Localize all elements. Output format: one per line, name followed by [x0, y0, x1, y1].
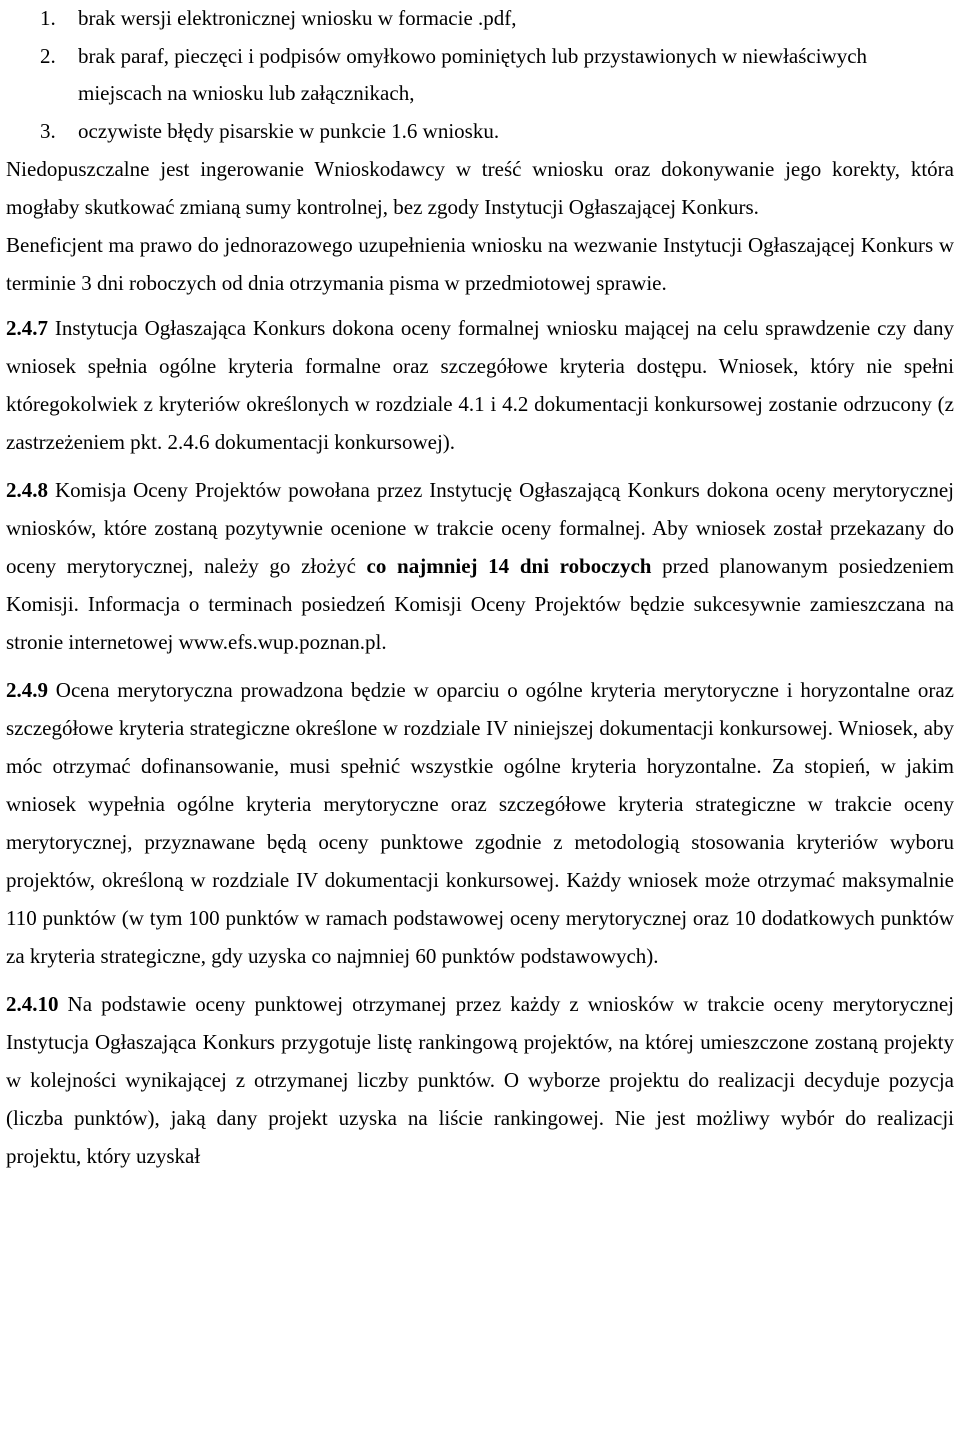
- section-text: Instytucja Ogłaszająca Konkurs dokona oceny formalnej wniosku mającej na celu sprawdzenie czy dany wniosek spełnia ogólne kryteria formalne oraz szczegółowe kryteria dostępu. Wniosek, który nie spełni któregokolwiek z kryteriów określonych w rozdziale 4.1 i 4.2 dokumentacji konkursowej zostanie odrzucony (z zastrzeżeniem pkt. 2.4.6 dokumentacji konkursowej).: [6, 316, 954, 454]
- section-2-4-9: [6, 671, 954, 975]
- section-text: Na podstawie oceny punktowej otrzymanej przez każdy z wniosków w trakcie oceny merytorycznej Instytucja Ogłaszająca Konkurs przygotuje listę rankingową projektów, na której umieszczone zostaną projekty w kolejności wynikającej z otrzymanej liczby punktów. O wyborze projektu do realizacji decyduje pozycja (liczba punktów), jaką dany projekt uzyska na liście rankingowej. Nie jest możliwy wybór do realizacji projektu, który uzyskał: [6, 992, 954, 1168]
- document-page: [6, 0, 954, 1175]
- list-item: [6, 113, 954, 151]
- paragraph-supplement-right: Beneficjent ma prawo do jednorazowego uzupełnienia wniosku na wezwanie Instytucji Ogłaszającej Konkurs w terminie 3 dni roboczych od dnia otrzymania pisma w przedmiotowej sprawie.: [6, 233, 954, 295]
- list-item-text: oczywiste błędy pisarskie w punkcie 1.6 wniosku.: [78, 118, 500, 143]
- list-item-text: brak paraf, pieczęci i podpisów omyłkowo pominiętych lub przystawionych w niewłaściwych miejscach na wniosku lub załącznikach,: [78, 43, 868, 105]
- list-item-text: brak wersji elektronicznej wniosku w formacie .pdf,: [78, 6, 517, 30]
- list-item-number: 3.: [40, 118, 56, 143]
- section-number: 2.4.10: [6, 992, 59, 1016]
- list-item-number: 2.: [40, 43, 56, 68]
- section-number: 2.4.8: [6, 478, 48, 502]
- list-item-number: 1.: [40, 6, 56, 30]
- section-text: Ocena merytoryczna prowadzona będzie w oparciu o ogólne kryteria merytoryczne i horyzontalne oraz szczegółowe kryteria strategiczne określone w rozdziale IV niniejszej dokumentacji konkursowej. Wniosek, aby móc otrzymać dofinansowanie, musi spełnić wszystkie ogólne kryteria horyzontalne. Za stopień, w jakim wniosek wypełnia ogólne kryteria merytoryczne oraz szczegółowe kryteria strategiczne w trakcie oceny merytorycznej, przyznawane będą oceny punktowe zgodnie z metodologią stosowania kryteriów wyboru projektów, określoną w rozdziale IV dokumentacji konkursowej. Każdy wniosek może otrzymać maksymalnie 110 punktów (w tym 100 punktów w ramach podstawowej oceny merytorycznej oraz 10 dodatkowych punktów za kryteria strategiczne, gdy uzyska co najmniej 60 punktów podstawowych).: [6, 678, 954, 968]
- section-number: 2.4.9: [6, 678, 48, 702]
- paragraph-correction-rule: Niedopuszczalne jest ingerowanie Wnioskodawcy w treść wniosku oraz dokonywanie jego korekty, która mogłaby skutkować zmianą sumy kontrolnej, bez zgody Instytucji Ogłaszającej Konkurs.: [6, 157, 954, 219]
- section-bold-deadline: co najmniej 14 dni roboczych: [366, 554, 652, 578]
- missing-items-list: [6, 0, 954, 150]
- list-item: [6, 0, 954, 38]
- section-text: przed planowanym posiedzeniem Komisji. Informacja o terminach posiedzeń Komisji Oceny Projektów będzie sukcesywnie zamieszczana na stronie internetowej www.efs.wup.poznan.pl.: [6, 554, 954, 654]
- section-2-4-8: [6, 471, 954, 661]
- section-text: Komisja Oceny Projektów powołana przez Instytucję Ogłaszającą Konkurs dokona oceny merytorycznej wniosków, które zostaną pozytywnie ocenione w trakcie oceny formalnej. Aby wniosek został przekazany do oceny merytorycznej, należy go złożyć: [6, 478, 954, 578]
- section-number: 2.4.7: [6, 316, 48, 340]
- list-item: [6, 38, 954, 113]
- section-2-4-10: [6, 985, 954, 1175]
- section-2-4-7: [6, 309, 954, 461]
